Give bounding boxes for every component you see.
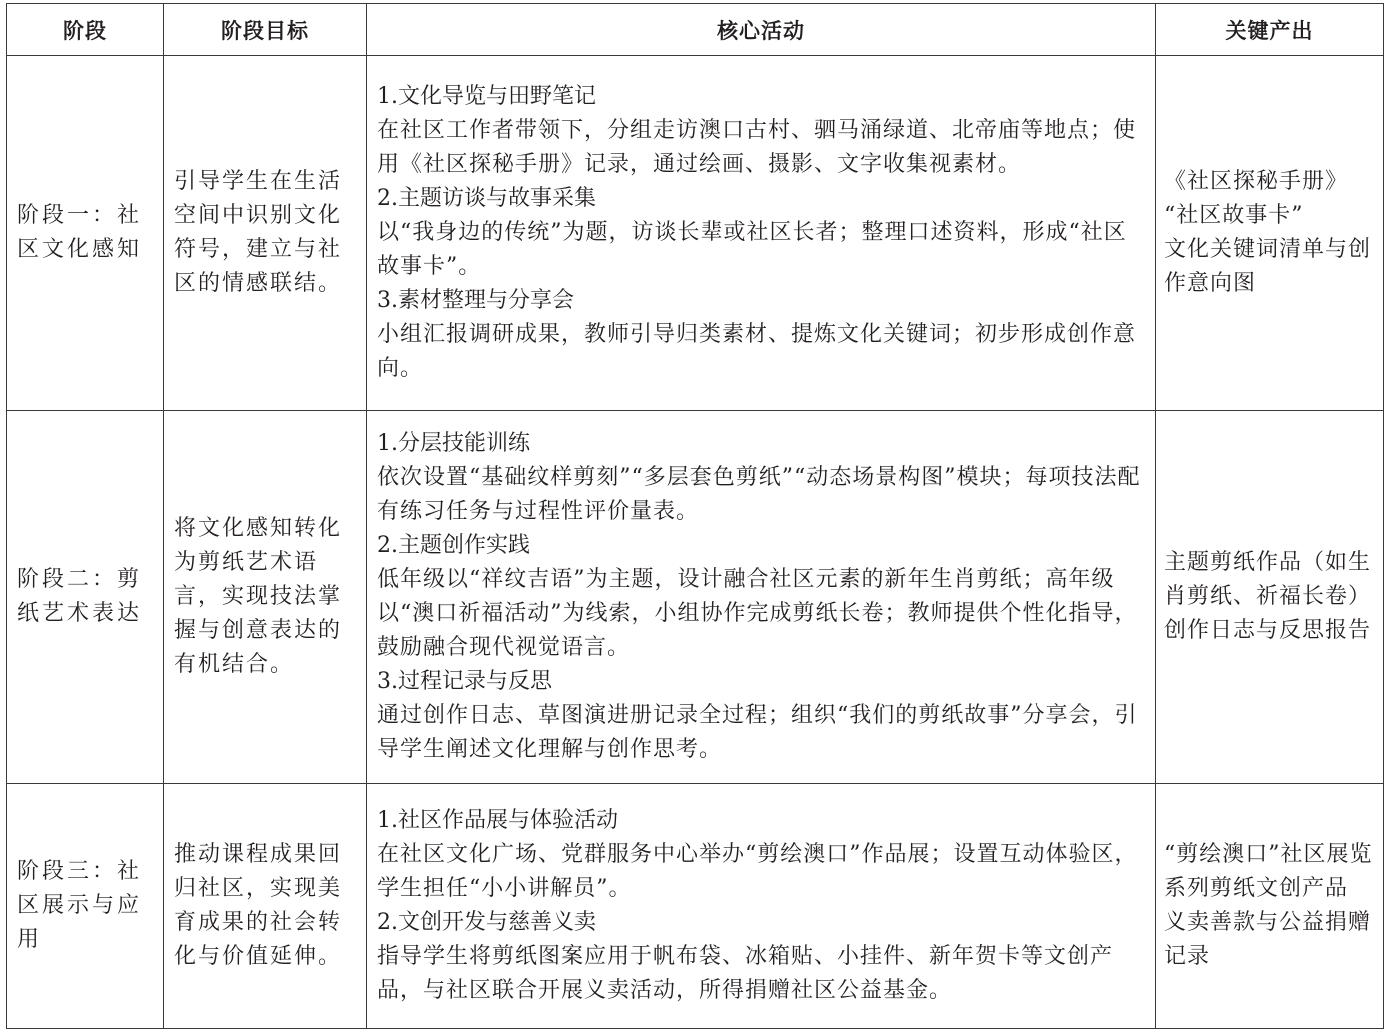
activity-body: 在社区工作者带领下，分组走访澳口古村、驷马涌绿道、北帝庙等地点；使用《社区探秘手册》记录，通过绘画、摄影、文字收集视素材。 bbox=[377, 118, 1137, 177]
activity-heading: 1.文化导览与田野笔记 bbox=[377, 84, 596, 109]
activity-list bbox=[367, 427, 1155, 767]
outputs-cell bbox=[1156, 784, 1384, 1029]
goal-text: 将文化感知转化为剪纸艺术语言，实现技法掌握与创意表达的有机结合。 bbox=[174, 516, 343, 677]
header-outputs: 关键产出 bbox=[1156, 4, 1384, 56]
activity-body: 小组汇报调研成果，教师引导归类素材、提炼文化关键词；初步形成创作意向。 bbox=[377, 322, 1137, 381]
table-header-row bbox=[7, 4, 1384, 56]
output-list bbox=[1156, 546, 1383, 648]
output-item: “剪绘澳口”社区展览 bbox=[1164, 842, 1373, 867]
table-row bbox=[7, 56, 1384, 411]
activity-body: 在社区文化广场、党群服务中心举办“剪绘澳口”作品展；设置互动体验区，学生担任“小小讲解员”。 bbox=[377, 842, 1138, 901]
table-row bbox=[7, 411, 1384, 784]
stage-label: 阶段二：剪纸艺术表达 bbox=[17, 567, 143, 626]
goal-text: 推动课程成果回归社区，实现美育成果的社会转化与价值延伸。 bbox=[174, 842, 343, 969]
output-item: “社区故事卡” bbox=[1164, 203, 1304, 228]
stage-label: 阶段一：社区文化感知 bbox=[17, 203, 143, 262]
table-row bbox=[7, 784, 1384, 1029]
goal-text: 引导学生在生活空间中识别文化符号，建立与社区的情感联结。 bbox=[174, 169, 343, 296]
output-item: 系列剪纸文创产品 bbox=[1164, 876, 1349, 901]
activity-heading: 2.文创开发与慈善义卖 bbox=[377, 910, 596, 935]
stage-label: 阶段三：社区展示与应用 bbox=[17, 859, 143, 952]
activities-cell bbox=[367, 56, 1156, 411]
activity-body: 通过创作日志、草图演进册记录全过程；组织“我们的剪纸故事”分享会，引导学生阐述文化理解与创作思考。 bbox=[377, 703, 1138, 762]
header-goal: 阶段目标 bbox=[164, 4, 367, 56]
goal-cell bbox=[164, 411, 367, 784]
activities-cell bbox=[367, 784, 1156, 1029]
activity-heading: 2.主题创作实践 bbox=[377, 533, 530, 558]
header-stage: 阶段 bbox=[7, 4, 164, 56]
activity-list bbox=[367, 804, 1155, 1008]
activities-cell bbox=[367, 411, 1156, 784]
stage-cell bbox=[7, 411, 164, 784]
activity-body: 以“我身边的传统”为题，访谈长辈或社区长者；整理口述资料，形成“社区故事卡”。 bbox=[377, 220, 1127, 279]
output-list bbox=[1156, 165, 1383, 301]
outputs-cell bbox=[1156, 411, 1384, 784]
goal-cell bbox=[164, 784, 367, 1029]
outputs-cell bbox=[1156, 56, 1384, 411]
activity-heading: 3.过程记录与反思 bbox=[377, 669, 552, 694]
activity-body: 低年级以“祥纹吉语”为主题，设计融合社区元素的新年生肖剪纸；高年级以“澳口祈福活动”为线索，小组协作完成剪纸长卷；教师提供个性化指导，鼓励融合现代视觉语言。 bbox=[377, 567, 1138, 660]
stage-cell bbox=[7, 56, 164, 411]
activity-body: 依次设置“基础纹样剪刻”“多层套色剪纸”“动态场景构图”模块；每项技法配有练习任务与过程性评价量表。 bbox=[377, 465, 1141, 524]
output-item: 义卖善款与公益捐赠记录 bbox=[1164, 910, 1372, 969]
output-item: 文化关键词清单与创作意向图 bbox=[1164, 237, 1372, 296]
activity-heading: 1.社区作品展与体验活动 bbox=[377, 808, 618, 833]
goal-cell bbox=[164, 56, 367, 411]
activity-heading: 1.分层技能训练 bbox=[377, 431, 530, 456]
output-item: 创作日志与反思报告 bbox=[1164, 618, 1372, 643]
curriculum-stage-table bbox=[6, 3, 1384, 1029]
activity-heading: 3.素材整理与分享会 bbox=[377, 288, 574, 313]
activity-list bbox=[367, 80, 1155, 386]
activity-heading: 2.主题访谈与故事采集 bbox=[377, 186, 596, 211]
header-activities: 核心活动 bbox=[367, 4, 1156, 56]
output-list bbox=[1156, 838, 1383, 974]
output-item: 主题剪纸作品（如生肖剪纸、祈福长卷） bbox=[1164, 550, 1372, 609]
output-item: 《社区探秘手册》 bbox=[1164, 169, 1349, 194]
activity-body: 指导学生将剪纸图案应用于帆布袋、冰箱贴、小挂件、新年贺卡等文创产品，与社区联合开展义卖活动，所得捐赠社区公益基金。 bbox=[377, 944, 1114, 1003]
stage-cell bbox=[7, 784, 164, 1029]
